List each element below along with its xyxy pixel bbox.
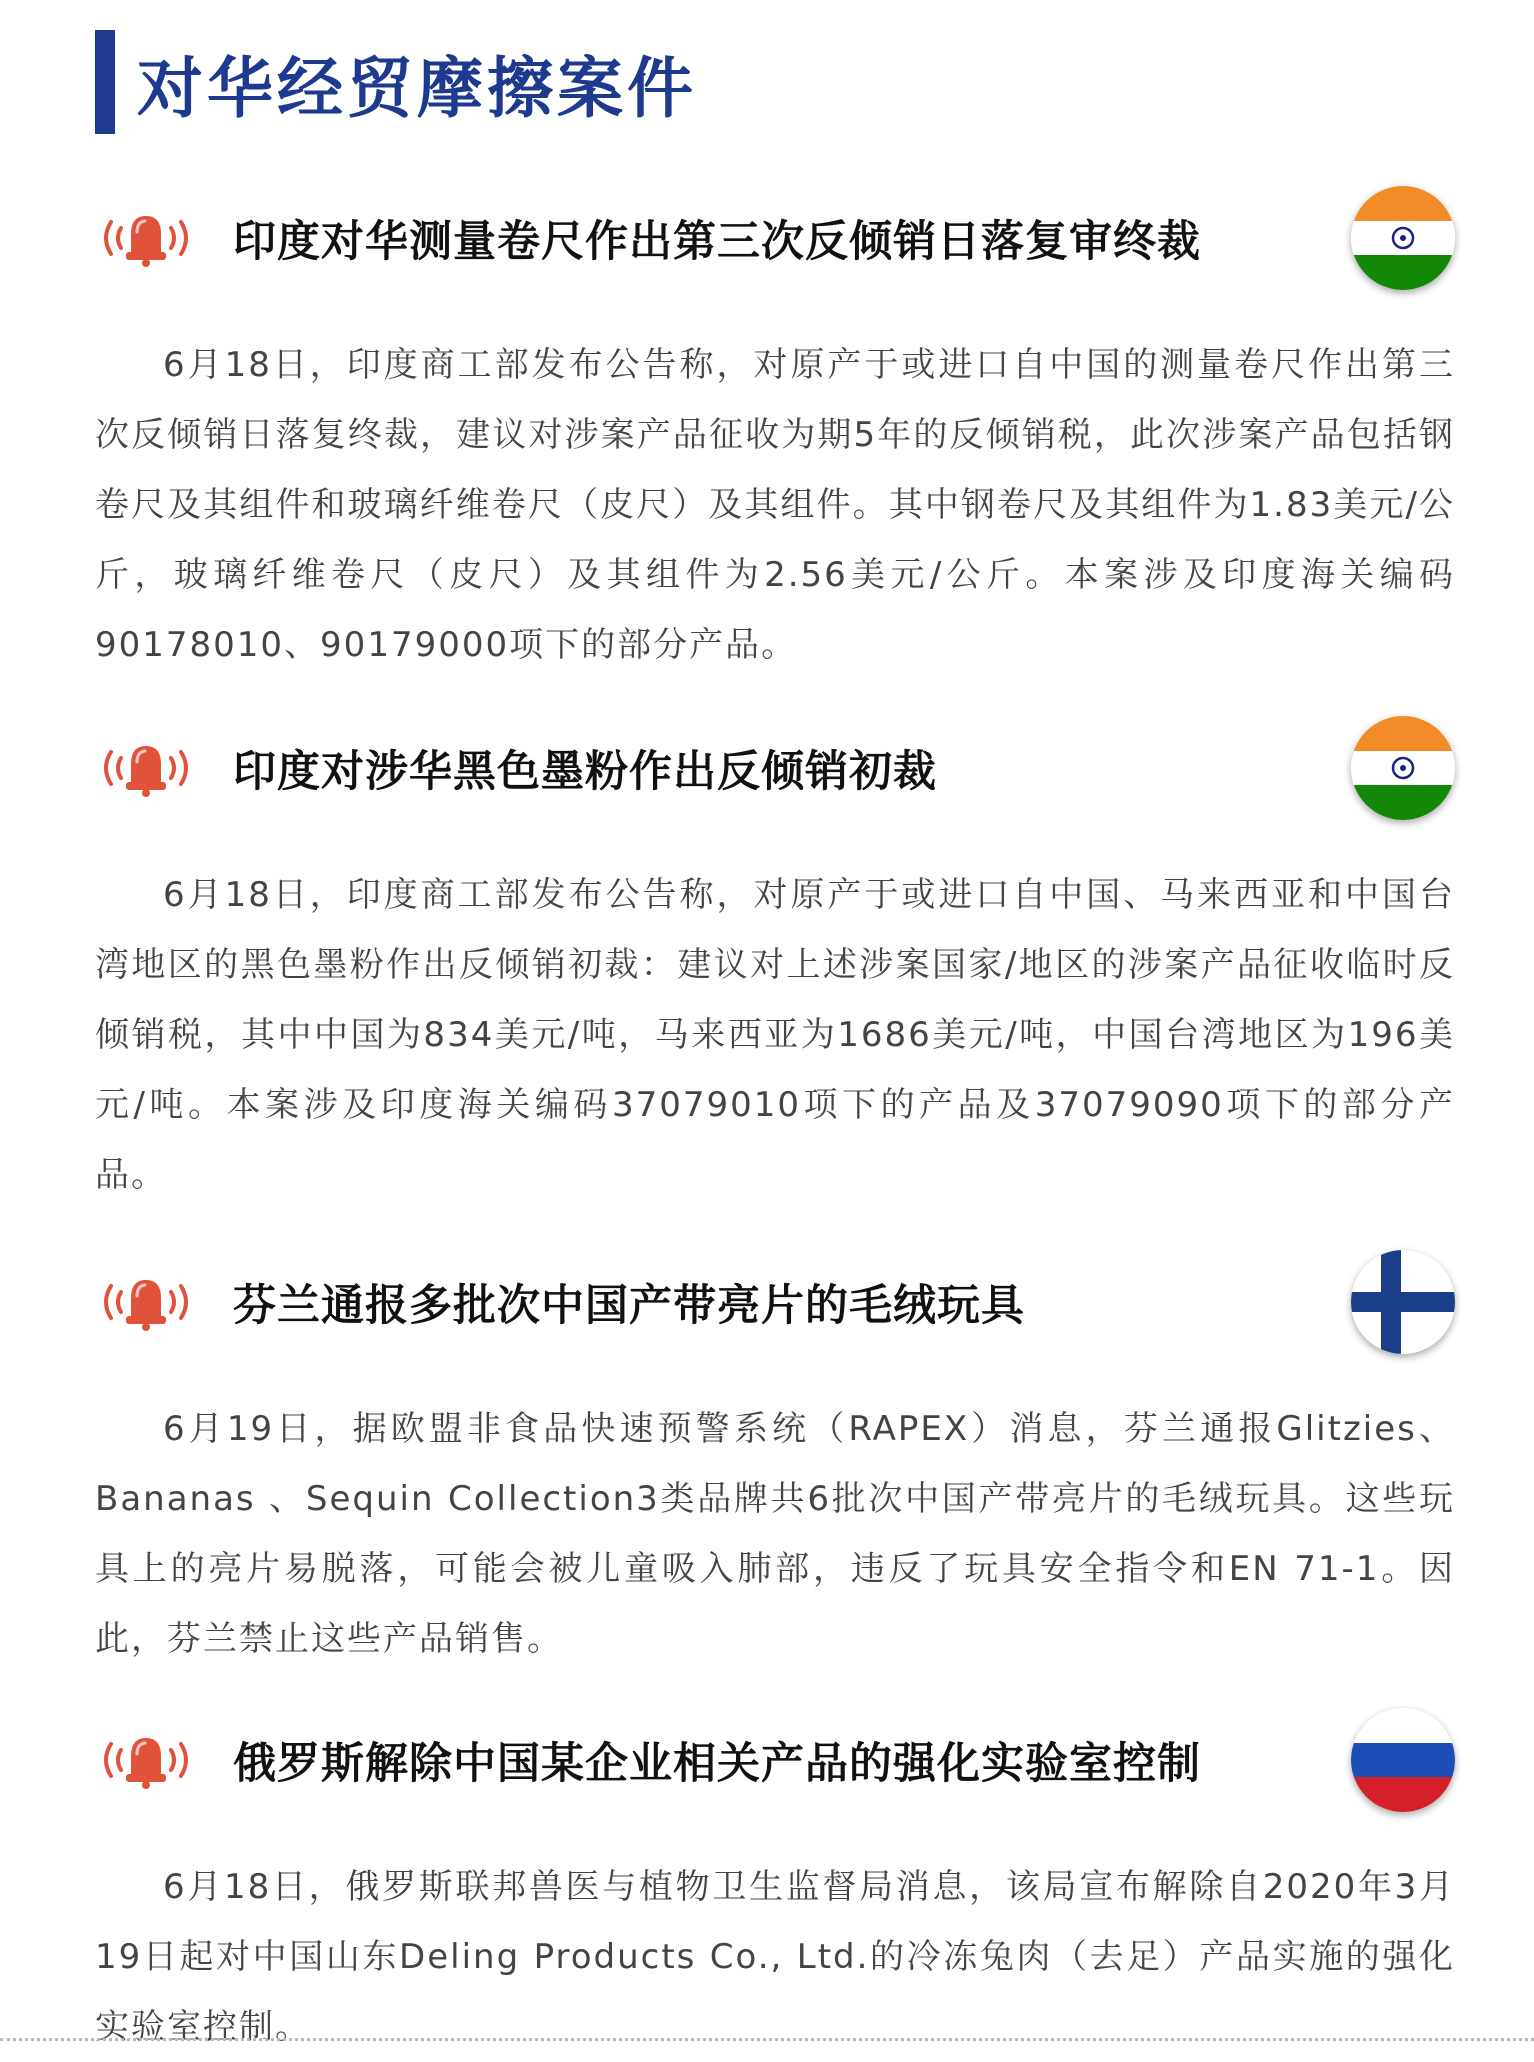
news-item <box>95 1250 1455 1674</box>
news-item-body: 6月19日，据欧盟非食品快速预警系统（RAPEX）消息，芬兰通报Glitzies、Bananas 、Sequin Collection3类品牌共6批次中国产带亮片的毛绒玩具。这些玩具上的亮片易脱落，可能会被儿童吸入肺部，违反了玩具安全指令和EN 71-1。因此，芬兰禁止这些产品销售。 <box>95 1409 1455 1659</box>
news-item-header <box>95 1250 1455 1354</box>
bottom-divider <box>0 2038 1534 2041</box>
news-item-header <box>95 186 1455 290</box>
news-item-title: 印度对涉华黑色墨粉作出反倾销初裁 <box>233 746 937 797</box>
section-header <box>95 30 697 134</box>
news-item <box>95 1708 1455 2062</box>
news-item <box>95 716 1455 1210</box>
news-item-title: 俄罗斯解除中国某企业相关产品的强化实验室控制 <box>233 1738 1201 1789</box>
news-item-header <box>95 1708 1455 1812</box>
news-item-body: 6月18日，印度商工部发布公告称，对原产于或进口自中国的测量卷尺作出第三次反倾销日落复终裁，建议对涉案产品征收为期5年的反倾销税，此次涉案产品包括钢卷尺及其组件和玻璃纤维卷尺（皮尺）及其组件。其中钢卷尺及其组件为1.83美元/公斤，玻璃纤维卷尺（皮尺）及其组件为2.56美元/公斤。本案涉及印度海关编码90178010、90179000项下的部分产品。 <box>95 345 1455 665</box>
russia-flag-icon <box>1351 1708 1455 1812</box>
news-item-body: 6月18日，印度商工部发布公告称，对原产于或进口自中国、马来西亚和中国台湾地区的黑色墨粉作出反倾销初裁：建议对上述涉案国家/地区的涉案产品征收临时反倾销税，其中中国为834美元/吨，马来西亚为1686美元/吨，中国台湾地区为196美元/吨。本案涉及印度海关编码37079010项下的产品及37079090项下的部分产品。 <box>95 875 1455 1195</box>
india-flag-icon <box>1351 186 1455 290</box>
news-item-title: 印度对华测量卷尺作出第三次反倾销日落复审终裁 <box>233 216 1201 267</box>
alarm-bell-icon <box>95 208 197 268</box>
news-item-header <box>95 716 1455 820</box>
page-title: 对华经贸摩擦案件 <box>137 49 697 127</box>
india-flag-icon <box>1351 716 1455 820</box>
alarm-bell-icon <box>95 1730 197 1790</box>
news-item <box>95 186 1455 680</box>
news-item-title: 芬兰通报多批次中国产带亮片的毛绒玩具 <box>233 1280 1025 1331</box>
alarm-bell-icon <box>95 1272 197 1332</box>
finland-flag-icon <box>1351 1250 1455 1354</box>
alarm-bell-icon <box>95 738 197 798</box>
header-accent-bar <box>95 30 115 134</box>
news-item-body: 6月18日，俄罗斯联邦兽医与植物卫生监督局消息，该局宣布解除自2020年3月19日起对中国山东Deling Products Co., Ltd.的冷冻兔肉（去足）产品实施的强化实验室控制。 <box>95 1867 1455 2047</box>
